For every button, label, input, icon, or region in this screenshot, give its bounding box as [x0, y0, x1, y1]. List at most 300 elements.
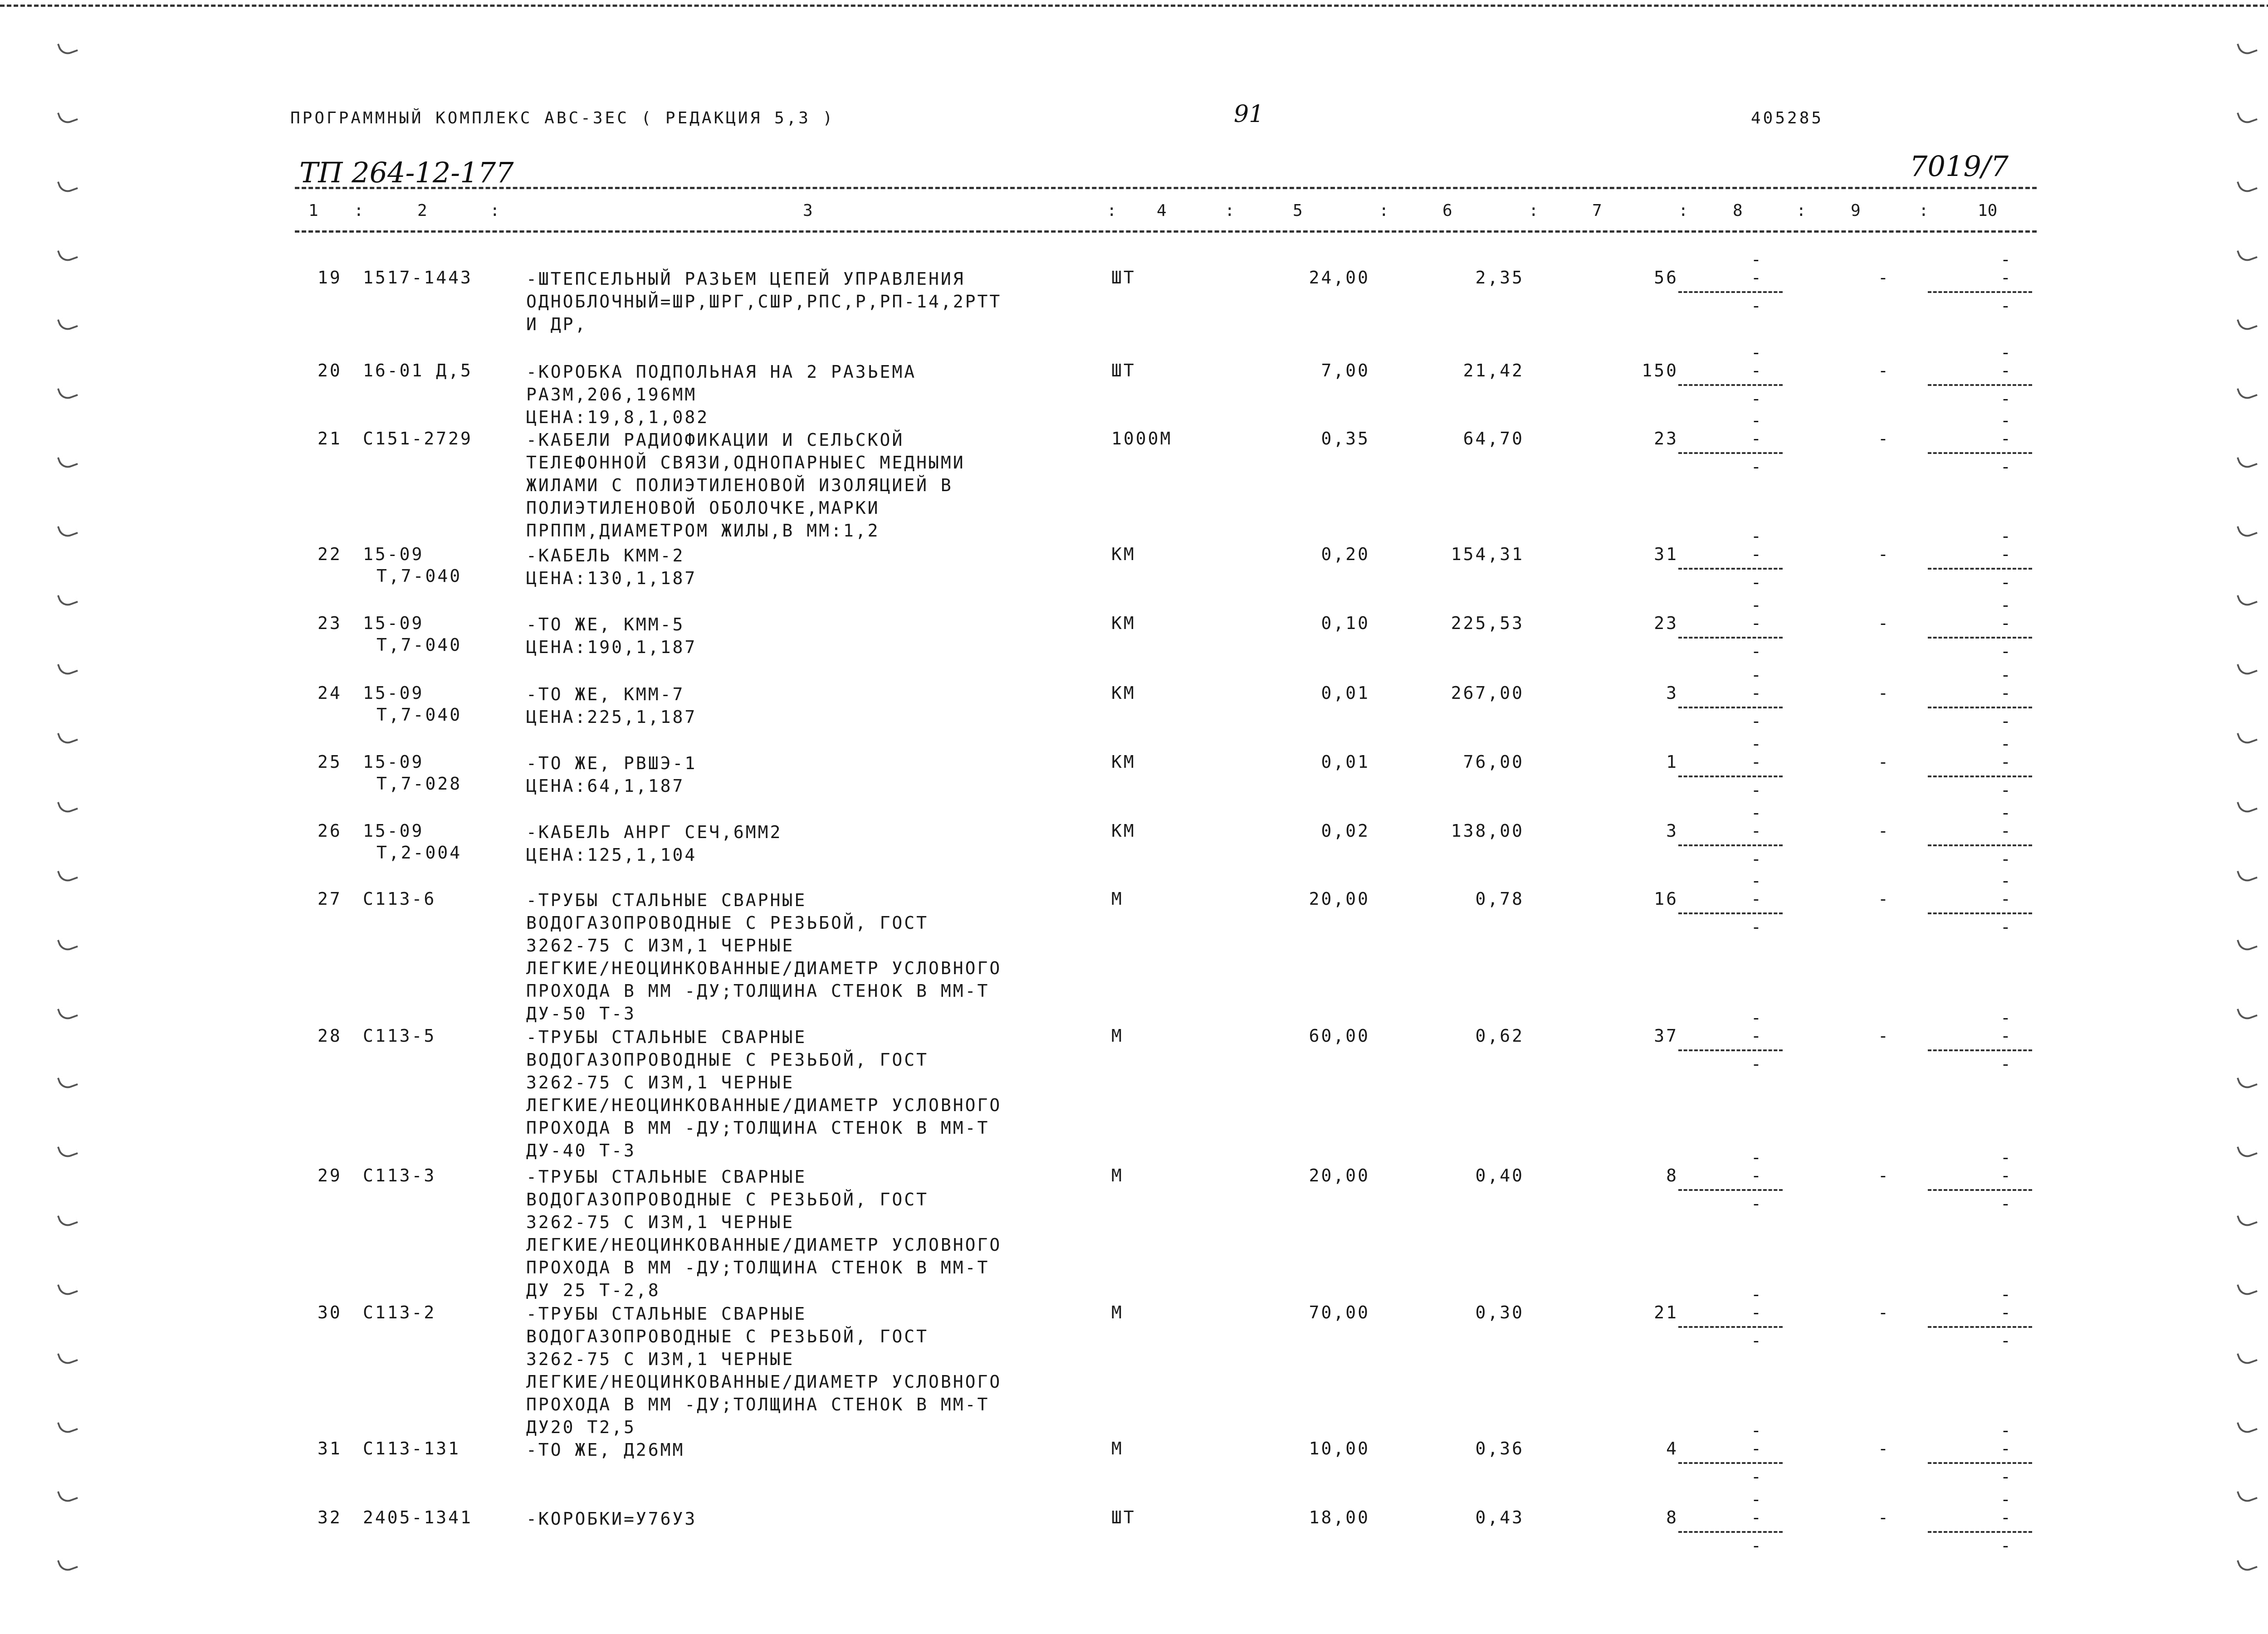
item-description: [526, 821, 1098, 866]
col10-empty-mark: -: [2000, 429, 2011, 449]
description-line: ЦЕНА:125,1,104: [526, 845, 697, 865]
feed-hole: [57, 38, 78, 57]
norm-code-line: С113-2: [363, 1302, 436, 1322]
description-line: -ТРУБЫ СТАЛЬНЫЕ СВАРНЫЕ: [526, 1167, 807, 1187]
unit-price: 0,78: [1475, 889, 1524, 909]
row-number: 24: [318, 683, 342, 703]
col10-empty-mark-top: -: [2000, 1489, 2011, 1509]
description-line: -ТО ЖЕ, КММ-7: [526, 684, 685, 704]
page-number: 91: [1234, 101, 1264, 128]
unit: М: [1111, 1302, 1124, 1322]
feed-hole: [2237, 176, 2258, 195]
col8-empty-mark-bottom: -: [1751, 1194, 1761, 1214]
unit: М: [1111, 1166, 1124, 1185]
description-line: ЛЕГКИЕ/НЕОЦИНКОВАННЫЕ/ДИАМЕТР УСЛОВНОГО: [526, 1372, 1002, 1392]
norm-code: [363, 1507, 473, 1527]
col10-empty-mark-top: -: [2000, 595, 2011, 615]
col8-empty-mark: -: [1751, 268, 1761, 288]
column-number-2: 2: [417, 201, 427, 220]
feed-hole: [2237, 590, 2258, 608]
col10-divider: [1928, 452, 2032, 454]
row-number: 28: [318, 1026, 342, 1046]
feed-hole: [2237, 314, 2258, 332]
column-number-9: 9: [1851, 201, 1861, 220]
col8-empty-mark-bottom: -: [1751, 1331, 1761, 1351]
column-number-5: 5: [1293, 201, 1303, 220]
document-code: 405285: [1751, 109, 1824, 127]
feed-hole: [2237, 1486, 2258, 1504]
description-line: -ШТЕПСЕЛЬНЫЙ РАЗЬЕМ ЦЕПЕЙ УПРАВЛЕНИЯ: [526, 269, 965, 289]
col8-empty-mark: -: [1751, 683, 1761, 703]
col8-empty-mark-bottom: -: [1751, 711, 1761, 731]
norm-code: [363, 361, 473, 380]
col10-empty-mark: -: [2000, 268, 2011, 288]
norm-table-ref: Т,7-028: [376, 774, 462, 794]
norm-code-line: 2405-1341: [363, 1507, 473, 1527]
unit-price: 76,00: [1463, 752, 1524, 772]
total-cost: 23: [1654, 429, 1678, 449]
column-number-6: 6: [1442, 201, 1452, 220]
col10-empty-mark-top: -: [2000, 1284, 2011, 1304]
col10-empty-mark-bottom: -: [2000, 1331, 2011, 1351]
quantity: 60,00: [1309, 1026, 1370, 1046]
unit: ШТ: [1111, 361, 1136, 380]
row-number: 23: [318, 613, 342, 633]
col8-divider: [1678, 844, 1783, 846]
column-separator: :: [354, 201, 364, 220]
feed-hole: [2237, 796, 2258, 815]
item-description: [526, 889, 1098, 1025]
norm-code-line: С151-2729: [363, 429, 473, 449]
col8-empty-mark-top: -: [1751, 734, 1761, 754]
col8-empty-mark: -: [1751, 1166, 1761, 1185]
quantity: 18,00: [1309, 1507, 1370, 1527]
col8-empty-mark-bottom: -: [1751, 780, 1761, 800]
column-separator: :: [490, 201, 500, 220]
col10-empty-mark-bottom: -: [2000, 572, 2011, 592]
unit: КМ: [1111, 683, 1136, 703]
norm-code-line: 16-01 Д,5: [363, 361, 473, 380]
col10-empty-mark: -: [2000, 1166, 2011, 1185]
norm-code-line: 15-09: [363, 544, 424, 564]
col10-empty-mark-top: -: [2000, 1008, 2011, 1028]
col9-empty-mark: -: [1878, 1439, 1888, 1458]
col8-empty-mark-top: -: [1751, 526, 1761, 546]
row-number: 32: [318, 1507, 342, 1527]
col10-divider: [1928, 1531, 2032, 1533]
unit: М: [1111, 1026, 1124, 1046]
row-number: 19: [318, 268, 342, 288]
feed-hole: [57, 1486, 78, 1504]
feed-hole: [57, 383, 78, 401]
row-number: 25: [318, 752, 342, 772]
col10-empty-mark: -: [2000, 683, 2011, 703]
project-code: ТП 264-12-177: [299, 156, 514, 189]
col10-empty-mark: -: [2000, 1026, 2011, 1046]
description-line: 3262-75 С ИЗМ,1 ЧЕРНЫЕ: [526, 936, 795, 956]
col8-empty-mark-bottom: -: [1751, 389, 1761, 409]
col10-empty-mark-bottom: -: [2000, 389, 2011, 409]
col8-empty-mark-top: -: [1751, 803, 1761, 823]
feed-hole: [57, 727, 78, 746]
column-separator: :: [1529, 201, 1539, 220]
total-cost: 3: [1666, 683, 1678, 703]
col9-empty-mark: -: [1878, 1507, 1888, 1527]
header-rule-top: [295, 187, 2037, 189]
col10-divider: [1928, 912, 2032, 914]
norm-code: [363, 1302, 436, 1322]
description-line: -КОРОБКА ПОДПОЛЬНАЯ НА 2 РАЗЬЕМА: [526, 362, 917, 382]
feed-hole: [2237, 452, 2258, 470]
col8-divider: [1678, 1049, 1783, 1051]
norm-code-line: С113-131: [363, 1439, 461, 1458]
col8-empty-mark: -: [1751, 1439, 1761, 1458]
unit-price: 267,00: [1451, 683, 1524, 703]
description-line: 3262-75 С ИЗМ,1 ЧЕРНЫЕ: [526, 1073, 795, 1093]
col8-empty-mark-top: -: [1751, 595, 1761, 615]
total-cost: 56: [1654, 268, 1678, 288]
unit-price: 21,42: [1463, 361, 1524, 380]
col8-empty-mark-top: -: [1751, 1284, 1761, 1304]
col10-empty-mark-bottom: -: [2000, 780, 2011, 800]
norm-code-line: 15-09: [363, 683, 424, 703]
feed-hole: [57, 658, 78, 677]
item-description: [526, 683, 1098, 728]
feed-hole: [57, 1141, 78, 1160]
col10-empty-mark-top: -: [2000, 249, 2011, 269]
col10-empty-mark: -: [2000, 361, 2011, 380]
norm-code: [363, 1439, 460, 1458]
column-number-7: 7: [1592, 201, 1602, 220]
description-line: ПРППМ,ДИАМЕТРОМ ЖИЛЫ,В ММ:1,2: [526, 521, 880, 541]
unit: 1000М: [1111, 429, 1173, 449]
description-line: ЛЕГКИЕ/НЕОЦИНКОВАННЫЕ/ДИАМЕТР УСЛОВНОГО: [526, 958, 1002, 978]
total-cost: 150: [1642, 361, 1678, 380]
col8-empty-mark-top: -: [1751, 342, 1761, 362]
col8-divider: [1678, 1531, 1783, 1533]
norm-code-line: 1517-1443: [363, 268, 473, 288]
column-number-3: 3: [803, 201, 813, 220]
col8-empty-mark-bottom: -: [1751, 1536, 1761, 1556]
feed-hole: [57, 1417, 78, 1435]
col10-empty-mark-bottom: -: [2000, 711, 2011, 731]
norm-code-line: 15-09: [363, 821, 424, 841]
description-line: ПРОХОДА В ММ -ДУ;ТОЛЩИНА СТЕНОК В ММ-Т: [526, 981, 990, 1001]
quantity: 0,01: [1321, 752, 1370, 772]
description-line: -ТРУБЫ СТАЛЬНЫЕ СВАРНЫЕ: [526, 890, 807, 910]
col8-divider: [1678, 776, 1783, 777]
col10-empty-mark-top: -: [2000, 526, 2011, 546]
col8-empty-mark: -: [1751, 1302, 1761, 1322]
unit: ШТ: [1111, 268, 1136, 288]
feed-hole: [57, 1279, 78, 1297]
feed-hole: [2237, 865, 2258, 884]
tractor-holes-left: [59, 0, 86, 1634]
feed-hole: [2237, 934, 2258, 953]
description-line: 3262-75 С ИЗМ,1 ЧЕРНЫЕ: [526, 1349, 795, 1369]
col8-empty-mark-bottom: -: [1751, 917, 1761, 937]
quantity: 20,00: [1309, 1166, 1370, 1185]
col8-empty-mark: -: [1751, 361, 1761, 380]
column-number-8: 8: [1733, 201, 1743, 220]
description-line: ПРОХОДА В ММ -ДУ;ТОЛЩИНА СТЕНОК В ММ-Т: [526, 1258, 990, 1278]
col10-divider: [1928, 568, 2032, 570]
feed-hole: [57, 314, 78, 332]
feed-hole: [57, 107, 78, 126]
col10-empty-mark-top: -: [2000, 871, 2011, 891]
unit: М: [1111, 1439, 1124, 1458]
quantity: 0,02: [1321, 821, 1370, 841]
feed-hole: [57, 934, 78, 953]
col8-empty-mark-top: -: [1751, 871, 1761, 891]
description-line: ЦЕНА:130,1,187: [526, 568, 697, 588]
col10-empty-mark-top: -: [2000, 410, 2011, 430]
norm-code: [363, 889, 436, 909]
row-number: 22: [318, 544, 342, 564]
description-line: ЦЕНА:64,1,187: [526, 776, 685, 796]
unit-price: 225,53: [1451, 613, 1524, 633]
feed-hole: [57, 865, 78, 884]
norm-table-ref: Т,7-040: [376, 635, 462, 655]
description-line: -ТО ЖЕ, Д26ММ: [526, 1440, 685, 1460]
description-line: ДУ20 Т2,5: [526, 1417, 636, 1437]
description-line: ТЕЛЕФОННОЙ СВЯЗИ,ОДНОПАРНЫЕС МЕДНЫМИ: [526, 453, 965, 473]
description-line: ЛЕГКИЕ/НЕОЦИНКОВАННЫЕ/ДИАМЕТР УСЛОВНОГО: [526, 1235, 1002, 1255]
quantity: 24,00: [1309, 268, 1370, 288]
col10-empty-mark-bottom: -: [2000, 1194, 2011, 1214]
col9-empty-mark: -: [1878, 361, 1888, 380]
description-line: -КАБЕЛИ РАДИОФИКАЦИИ И СЕЛЬСКОЙ: [526, 430, 904, 450]
quantity: 10,00: [1309, 1439, 1370, 1458]
col8-empty-mark-top: -: [1751, 410, 1761, 430]
norm-table-ref: Т,7-040: [376, 566, 462, 586]
col10-empty-mark-top: -: [2000, 342, 2011, 362]
col10-empty-mark-top: -: [2000, 803, 2011, 823]
header-rule-bottom: [295, 230, 2037, 233]
description-line: -КАБЕЛЬ АНРГ СЕЧ,6ММ2: [526, 822, 782, 842]
col8-empty-mark-top: -: [1751, 1489, 1761, 1509]
description-line: ЦЕНА:19,8,1,082: [526, 407, 709, 427]
description-line: ПРОХОДА В ММ -ДУ;ТОЛЩИНА СТЕНОК В ММ-Т: [526, 1395, 990, 1415]
total-cost: 3: [1666, 821, 1678, 841]
col8-divider: [1678, 568, 1783, 570]
feed-hole: [57, 796, 78, 815]
col10-empty-mark-top: -: [2000, 1147, 2011, 1167]
column-number-4: 4: [1157, 201, 1167, 220]
total-cost: 8: [1666, 1166, 1678, 1185]
feed-hole: [57, 245, 78, 263]
norm-code: [363, 1166, 436, 1185]
description-line: ЦЕНА:190,1,187: [526, 637, 697, 657]
col9-empty-mark: -: [1878, 683, 1888, 703]
quantity: 0,20: [1321, 544, 1370, 564]
unit-price: 0,40: [1475, 1166, 1524, 1185]
col10-empty-mark: -: [2000, 1302, 2011, 1322]
feed-hole: [57, 1348, 78, 1366]
col8-divider: [1678, 707, 1783, 708]
col9-empty-mark: -: [1878, 889, 1888, 909]
col8-empty-mark: -: [1751, 613, 1761, 633]
unit-price: 0,62: [1475, 1026, 1524, 1046]
unit-price: 0,43: [1475, 1507, 1524, 1527]
col8-empty-mark: -: [1751, 821, 1761, 841]
col8-empty-mark: -: [1751, 544, 1761, 564]
col10-divider: [1928, 776, 2032, 777]
col9-empty-mark: -: [1878, 752, 1888, 772]
feed-hole: [57, 1072, 78, 1091]
feed-hole: [2237, 1555, 2258, 1573]
col9-empty-mark: -: [1878, 1026, 1888, 1046]
col10-divider: [1928, 707, 2032, 708]
total-cost: 23: [1654, 613, 1678, 633]
unit: КМ: [1111, 752, 1136, 772]
quantity: 20,00: [1309, 889, 1370, 909]
col8-empty-mark-bottom: -: [1751, 572, 1761, 592]
quantity: 0,10: [1321, 613, 1370, 633]
feed-hole: [2237, 1072, 2258, 1091]
col10-divider: [1928, 844, 2032, 846]
feed-hole: [2237, 1417, 2258, 1435]
program-title: ПРОГРАММНЫЙ КОМПЛЕКС АВС-3ЕС ( РЕДАКЦИЯ 5,3 ): [290, 109, 835, 127]
col10-divider: [1928, 384, 2032, 386]
col8-divider: [1678, 1189, 1783, 1191]
norm-code-line: С113-6: [363, 889, 436, 909]
description-line: РАЗМ,206,196ММ: [526, 385, 697, 405]
col8-divider: [1678, 1326, 1783, 1328]
norm-code: [363, 613, 462, 655]
description-line: -ТРУБЫ СТАЛЬНЫЕ СВАРНЫЕ: [526, 1304, 807, 1324]
description-line: 3262-75 С ИЗМ,1 ЧЕРНЫЕ: [526, 1212, 795, 1232]
feed-hole: [2237, 1348, 2258, 1366]
norm-code: [363, 429, 473, 449]
norm-code: [363, 268, 473, 288]
col10-empty-mark: -: [2000, 1439, 2011, 1458]
col10-empty-mark: -: [2000, 613, 2011, 633]
col8-empty-mark-bottom: -: [1751, 457, 1761, 477]
description-line: ВОДОГАЗОПРОВОДНЫЕ С РЕЗЬБОЙ, ГОСТ: [526, 1050, 929, 1070]
col10-empty-mark-bottom: -: [2000, 641, 2011, 661]
description-line: -ТО ЖЕ, РВШЭ-1: [526, 753, 697, 773]
unit: ШТ: [1111, 1507, 1136, 1527]
col9-empty-mark: -: [1878, 544, 1888, 564]
feed-hole: [57, 1210, 78, 1229]
column-number-10: 10: [1978, 201, 1998, 220]
col8-empty-mark-bottom: -: [1751, 641, 1761, 661]
norm-code: [363, 544, 462, 586]
feed-hole: [2237, 1003, 2258, 1022]
col10-divider: [1928, 1326, 2032, 1328]
feed-hole: [57, 521, 78, 539]
col10-empty-mark-top: -: [2000, 1420, 2011, 1440]
item-description: [526, 361, 1098, 429]
feed-hole: [57, 1555, 78, 1573]
col10-empty-mark-bottom: -: [2000, 1054, 2011, 1074]
feed-hole: [2237, 727, 2258, 746]
item-description: [526, 1302, 1098, 1439]
unit-price: 0,36: [1475, 1439, 1524, 1458]
description-line: -КАБЕЛЬ КММ-2: [526, 546, 685, 566]
feed-hole: [2237, 1141, 2258, 1160]
norm-code-line: 15-09: [363, 752, 424, 772]
description-line: ДУ-50 Т-3: [526, 1004, 636, 1024]
col10-divider: [1928, 291, 2032, 293]
col10-empty-mark-top: -: [2000, 734, 2011, 754]
col10-empty-mark: -: [2000, 821, 2011, 841]
sheet-reference: 7019/7: [1910, 150, 2009, 183]
norm-code-line: 15-09: [363, 613, 424, 633]
description-line: ДУ-40 Т-3: [526, 1141, 636, 1161]
col8-empty-mark-top: -: [1751, 249, 1761, 269]
quantity: 7,00: [1321, 361, 1370, 380]
col8-divider: [1678, 1462, 1783, 1464]
col10-empty-mark-bottom: -: [2000, 849, 2011, 869]
col10-divider: [1928, 1462, 2032, 1464]
item-description: [526, 1166, 1098, 1302]
feed-hole: [2237, 383, 2258, 401]
item-description: [526, 268, 1098, 336]
item-description: [526, 544, 1098, 590]
total-cost: 1: [1666, 752, 1678, 772]
description-line: -ТРУБЫ СТАЛЬНЫЕ СВАРНЫЕ: [526, 1027, 807, 1047]
item-description: [526, 752, 1098, 797]
description-line: ВОДОГАЗОПРОВОДНЫЕ С РЕЗЬБОЙ, ГОСТ: [526, 1327, 929, 1346]
col8-empty-mark-top: -: [1751, 665, 1761, 685]
col8-empty-mark-bottom: -: [1751, 1054, 1761, 1074]
col10-empty-mark-bottom: -: [2000, 296, 2011, 316]
description-line: ЦЕНА:225,1,187: [526, 707, 697, 727]
perforation-edge: [0, 0, 2268, 7]
col8-divider: [1678, 637, 1783, 639]
norm-code: [363, 752, 462, 794]
norm-code: [363, 683, 462, 725]
tractor-holes-right: [2239, 0, 2266, 1634]
item-description: [526, 613, 1098, 658]
col10-empty-mark: -: [2000, 889, 2011, 909]
feed-hole: [57, 590, 78, 608]
col8-divider: [1678, 452, 1783, 454]
total-cost: 8: [1666, 1507, 1678, 1527]
col10-divider: [1928, 1049, 2032, 1051]
unit-price: 138,00: [1451, 821, 1524, 841]
col9-empty-mark: -: [1878, 1302, 1888, 1322]
col10-empty-mark-bottom: -: [2000, 917, 2011, 937]
col8-empty-mark: -: [1751, 752, 1761, 772]
col8-empty-mark-bottom: -: [1751, 1467, 1761, 1487]
unit-price: 64,70: [1463, 429, 1524, 449]
total-cost: 4: [1666, 1439, 1678, 1458]
unit: КМ: [1111, 613, 1136, 633]
row-number: 31: [318, 1439, 342, 1458]
description-line: -ТО ЖЕ, КММ-5: [526, 615, 685, 634]
description-line: ПОЛИЭТИЛЕНОВОЙ ОБОЛОЧКЕ,МАРКИ: [526, 498, 880, 518]
description-line: И ДР,: [526, 314, 587, 334]
row-number: 27: [318, 889, 342, 909]
column-number-1: 1: [308, 201, 318, 220]
column-separator: :: [1678, 201, 1688, 220]
unit-price: 2,35: [1475, 268, 1524, 288]
col8-divider: [1678, 291, 1783, 293]
col8-empty-mark-bottom: -: [1751, 849, 1761, 869]
feed-hole: [2237, 107, 2258, 126]
description-line: ПРОХОДА В ММ -ДУ;ТОЛЩИНА СТЕНОК В ММ-Т: [526, 1118, 990, 1138]
norm-table-ref: Т,2-004: [376, 843, 462, 863]
col10-divider: [1928, 637, 2032, 639]
col10-divider: [1928, 1189, 2032, 1191]
feed-hole: [2237, 1279, 2258, 1297]
total-cost: 16: [1654, 889, 1678, 909]
feed-hole: [2237, 658, 2258, 677]
col9-empty-mark: -: [1878, 268, 1888, 288]
